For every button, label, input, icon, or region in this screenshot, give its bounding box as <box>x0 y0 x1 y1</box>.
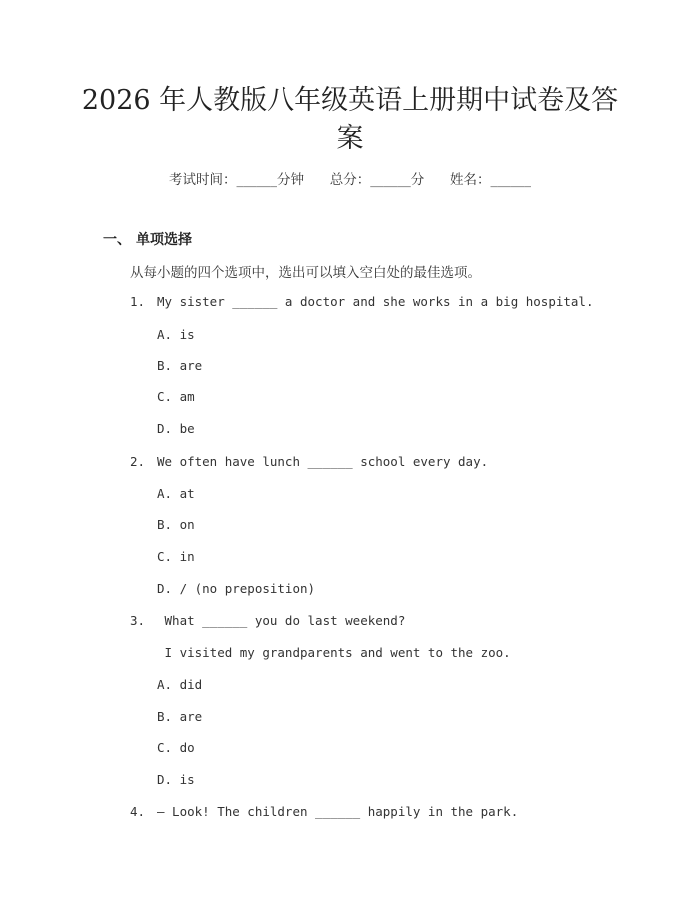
title-line-1: 2026 年人教版八年级英语上册期中试卷及答 <box>81 85 619 116</box>
option-a: A. did <box>157 677 203 692</box>
option-d: D. / (no preposition) <box>157 581 316 596</box>
question-text: My sister ______ a doctor and she works in a big hospital. <box>157 294 594 309</box>
section-title: 单项选择 <box>136 232 192 248</box>
section-instruction: 从每小题的四个选项中，选出可以填入空白处的最佳选项。 <box>130 265 481 281</box>
option-b: B. are <box>157 358 203 373</box>
option-b: B. are <box>157 709 203 724</box>
option-a: A. at <box>157 486 195 501</box>
document-title <box>40 82 660 158</box>
option-d: D. is <box>157 772 195 787</box>
question-response-line: I visited my grandparents and went to the zoo. <box>157 645 511 660</box>
question-text: We often have lunch ______ school every day. <box>157 454 489 469</box>
question-text: What ______ you do last weekend? <box>157 613 406 628</box>
question-number: 1. <box>130 294 146 309</box>
option-c: C. in <box>157 549 195 564</box>
question-number: 4. <box>130 804 146 819</box>
option-a: A. is <box>157 327 195 342</box>
option-c: C. am <box>157 389 195 404</box>
title-line-2: 案 <box>336 123 364 154</box>
question-text: – Look! The children ______ happily in the park. <box>157 804 519 819</box>
question-number: 3. <box>130 613 146 628</box>
question-number: 2. <box>130 454 146 469</box>
section-number: 一、 <box>103 232 131 248</box>
option-c: C. do <box>157 740 195 755</box>
option-b: B. on <box>157 517 195 532</box>
section-heading <box>103 229 192 249</box>
exam-meta-line: 考试时间：______分钟 总分：______分 姓名：______ <box>169 172 531 188</box>
option-d: D. be <box>157 421 195 436</box>
